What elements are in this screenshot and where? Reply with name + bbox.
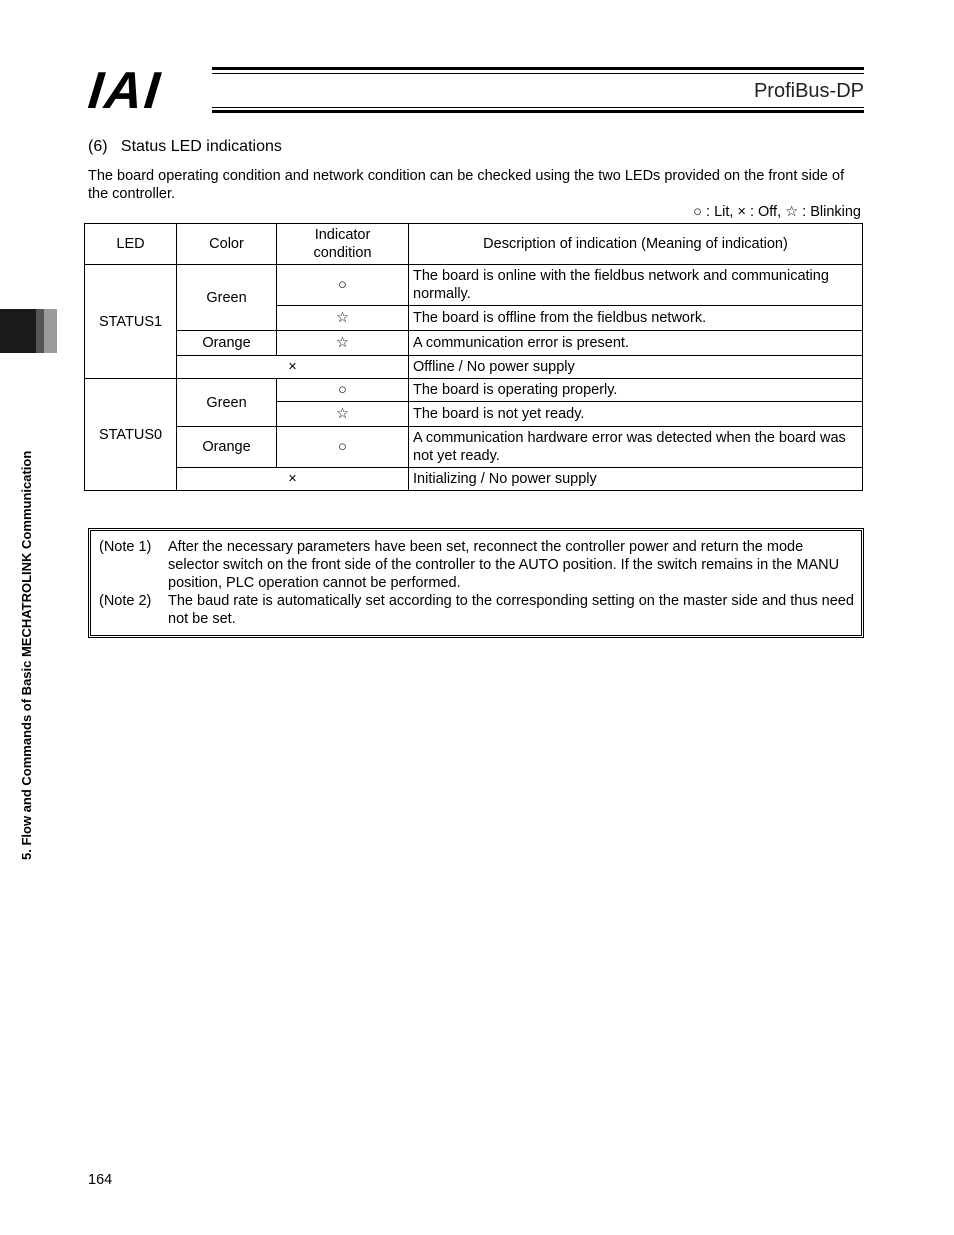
note-number: (Note 1) — [99, 539, 152, 555]
indicator-cell: × — [177, 468, 409, 491]
indicator-cell: ○ — [277, 379, 409, 402]
table-row — [85, 265, 863, 306]
led-name: STATUS0 — [85, 379, 177, 491]
chapter-tab-marker — [36, 309, 44, 353]
color-cell: Green — [177, 265, 277, 331]
color-cell: Orange — [177, 331, 277, 356]
description-cell: A communication hardware error was detected when the board was not yet ready. — [409, 427, 863, 468]
indicator-cell: ☆ — [277, 402, 409, 427]
indicator-cell: × — [177, 356, 409, 379]
led-name: STATUS1 — [85, 265, 177, 379]
description-cell: The board is offline from the fieldbus network. — [409, 306, 863, 331]
header-rule — [212, 107, 864, 108]
header-rule — [212, 73, 864, 74]
header-rule — [212, 110, 864, 113]
header-rule — [212, 67, 864, 70]
note-text: After the necessary parameters have been set, reconnect the controller power and return the mode selector switch on the front side of the controller to the AUTO position. If the switch remains in the MANU position, PLC operation cannot be performed. — [168, 539, 840, 591]
color-cell: Orange — [177, 427, 277, 468]
table-header-row — [85, 224, 863, 265]
table-row — [85, 468, 863, 491]
header-description: Description of indication (Meaning of indication) — [409, 224, 863, 265]
description-cell: A communication error is present. — [409, 331, 863, 356]
header-color: Color — [177, 224, 277, 265]
notes-box — [88, 528, 864, 638]
indicator-cell: ○ — [277, 265, 409, 306]
indicator-cell: ○ — [277, 427, 409, 468]
chapter-tab-marker — [0, 309, 36, 353]
note-number: (Note 2) — [99, 593, 152, 609]
table-row — [85, 356, 863, 379]
description-cell: The board is operating properly. — [409, 379, 863, 402]
description-cell: Initializing / No power supply — [409, 468, 863, 491]
led-status-table — [84, 223, 863, 491]
indicator-legend: ○ : Lit, × : Off, ☆ : Blinking — [693, 204, 861, 220]
iai-logo: IAI — [85, 62, 165, 120]
note-text: The baud rate is automatically set according to the corresponding setting on the master side and thus need not be set. — [168, 593, 854, 627]
header-led: LED — [85, 224, 177, 265]
table-row — [85, 331, 863, 356]
header-indicator: Indicator condition — [277, 224, 409, 265]
product-name: ProfiBus-DP — [753, 80, 864, 102]
description-cell: Offline / No power supply — [409, 356, 863, 379]
table-row — [85, 427, 863, 468]
note-item — [91, 592, 861, 628]
indicator-cell: ☆ — [277, 331, 409, 356]
description-cell: The board is online with the fieldbus network and communicating normally. — [409, 265, 863, 306]
table-row — [85, 379, 863, 402]
color-cell: Green — [177, 379, 277, 427]
indicator-cell: ☆ — [277, 306, 409, 331]
chapter-tab-marker — [44, 309, 57, 353]
note-item — [91, 531, 861, 592]
intro-paragraph: The board operating condition and network condition can be checked using the two LEDs provided on the front side of the controller. — [88, 168, 845, 202]
section-title: (6) Status LED indications — [88, 138, 282, 155]
page-number: 164 — [88, 1172, 113, 1188]
chapter-side-label: 5. Flow and Commands of Basic MECHATROLINK Communication — [19, 450, 34, 860]
description-cell: The board is not yet ready. — [409, 402, 863, 427]
